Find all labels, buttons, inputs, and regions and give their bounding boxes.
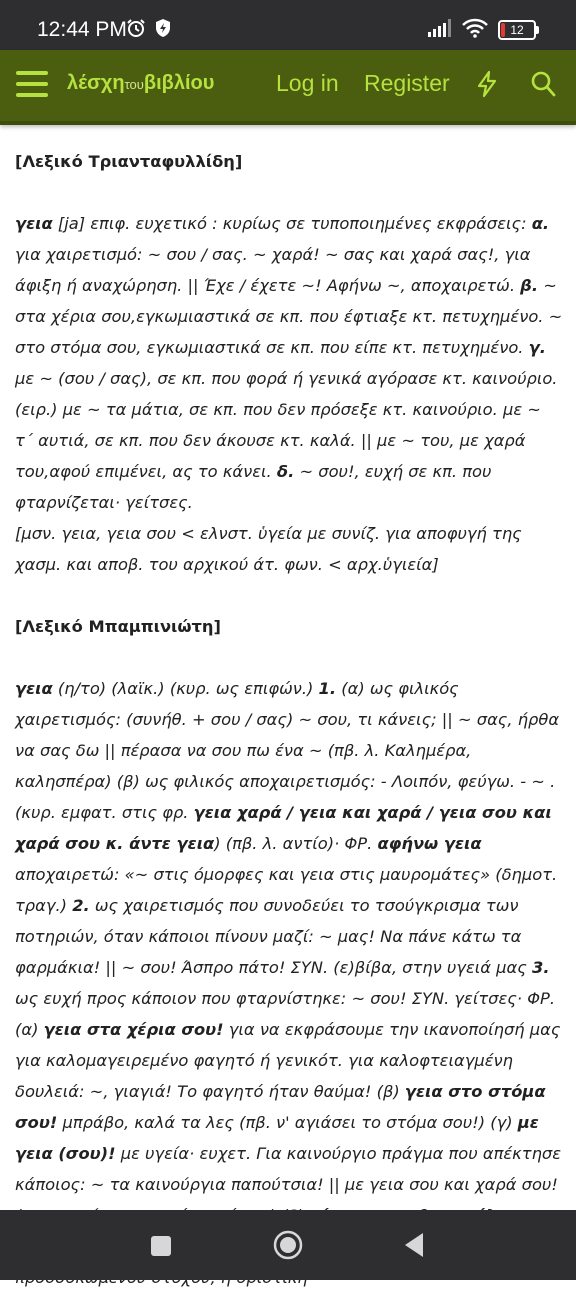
logo-text-small: του (124, 77, 144, 92)
alarm-icon (126, 18, 146, 42)
dictionary-heading-triantafyllidis: [Λεξικό Τριανταφυλλίδη] (15, 152, 243, 171)
login-link[interactable]: Log in (276, 70, 339, 96)
site-header (0, 50, 576, 125)
signal-icon (428, 19, 452, 41)
recents-button[interactable] (150, 1235, 172, 1261)
lightning-icon[interactable] (476, 70, 498, 102)
status-right-icons (428, 18, 536, 42)
status-left-icons (126, 18, 172, 42)
search-icon[interactable] (530, 70, 556, 102)
status-bar (0, 0, 576, 50)
logo-text-2: βιβλίου (143, 72, 215, 94)
post-content (15, 146, 563, 1210)
android-nav-bar (0, 1210, 576, 1280)
entry-triantafyllidis: γεια [ja] επιφ. ευχετικό : κυρίως σε τυποποιημένες εκφράσεις: α. για χαιρετισμό: ~ σου / σας. ~ χαρά! ~ σας και χαρά σας!, για άφιξη ή αναχώρηση. || Έχε / έχετε ~! Αφήνω ~, αποχαιρετώ. β. ~ στα χέρια σου,εγκωμιαστικά σε κπ. που έφτιαξε κτ. πετυχημένο. ~ στο στόμα σου, εγκωμιαστικά σε κπ. που είπε κτ. πετυχημένο. γ. με ~ (σου / σας), σε κπ. που φορά ή γενικά αγόρασε κτ. καινούριο. (ειρ.) με ~ τα μάτια, σε κπ. που δεν πρόσεξε κτ. καινούριο. με ~ τ΄ αυτιά, σε κπ. που δεν άκουσε κτ. καλά. || με ~ του, με χαρά του,αφού επιμένει, ας το κάνει. δ. ~ σου!, ευχή σε κπ. που φταρνίζεται· γείτσες. (15, 214, 563, 512)
dictionary-heading-babiniotis: [Λεξικό Μπαμπινιώτη] (15, 617, 221, 636)
site-logo[interactable] (67, 72, 214, 95)
entry-etymology: [μσν. γεια, γεια σου < ελνστ. ὑγεία με συνίζ. για αποφυγή της χασμ. και αποβ. του αρχικού άτ. φων. < αρχ.ὑγιεία] (15, 524, 522, 574)
battery-icon (498, 20, 536, 40)
menu-icon[interactable] (16, 69, 50, 99)
entry-babiniotis: γεια (η/το) (λαϊκ.) (κυρ. ως επιφών.) 1. (α) ως φιλικός χαιρετισμός: (συνήθ. + σου / σας) ~ σου, τι κάνεις; || ~ σας, ήρθα να σας δω || πέρασα να σου πω ένα ~ (πβ. λ. Καλημέρα, καλησπέρα) (β) ως φιλικός αποχαιρετισμός: - Λοιπόν, φεύγω. - ~ . (κυρ. εμφατ. στις φρ. γεια χαρά / γεια και χαρά / γεια σου και χαρά σου κ. άντε γεια) (πβ. λ. αντίο)· ΦΡ. αφήνω γεια αποχαιρετώ: «~ στις όμορφες και γεια στις μαυρομάτες» (δημοτ. τραγ.) 2. ως χαιρετισμός που συνοδεύει το τσούγκρισμα των ποτηριών, όταν κάποιοι πίνουν μαζί: ~ μας! Να πάνε κάτω τα φαρμάκια! || ~ σου! Άσπρο πάτο! ΣΥΝ. (ε)βίβα, στην υγειά μας 3. ως ευχή προς κάποιον που φταρνίστηκε: ~ σου! ΣΥΝ. γείτσες· ΦΡ. (α) γεια στα χέρια σου! για να εκφράσουμε την ικανοποίησή μας για καλομαγειρεμένο φαγητό ή γενικότ. για καλοφτειαγμένη δουλειά: ~, γιαγιά! Το φαγητό ήταν θαύμα! (β) γεια στο στόμα σου! μπράβο, καλά τα λες (πβ. ν' αγιάσει το στόμα σου!) (γ) με γεια (σου)! με υγεία· ευχετ. Για καινούργιο πράγμα που απέκτησε κάποιος: ~ τα καινούργια παπούτσια! || με γεια σου και χαρά σου! (15, 679, 562, 1194)
register-link[interactable]: Register (364, 70, 450, 96)
home-button[interactable] (273, 1230, 303, 1264)
back-button[interactable] (403, 1232, 425, 1262)
battery-level: 12 (510, 23, 524, 37)
shield-icon (154, 18, 172, 42)
logo-text-1: λέσχη (67, 72, 125, 94)
status-time: 12:44 PM (37, 18, 127, 41)
wifi-icon (462, 18, 488, 42)
